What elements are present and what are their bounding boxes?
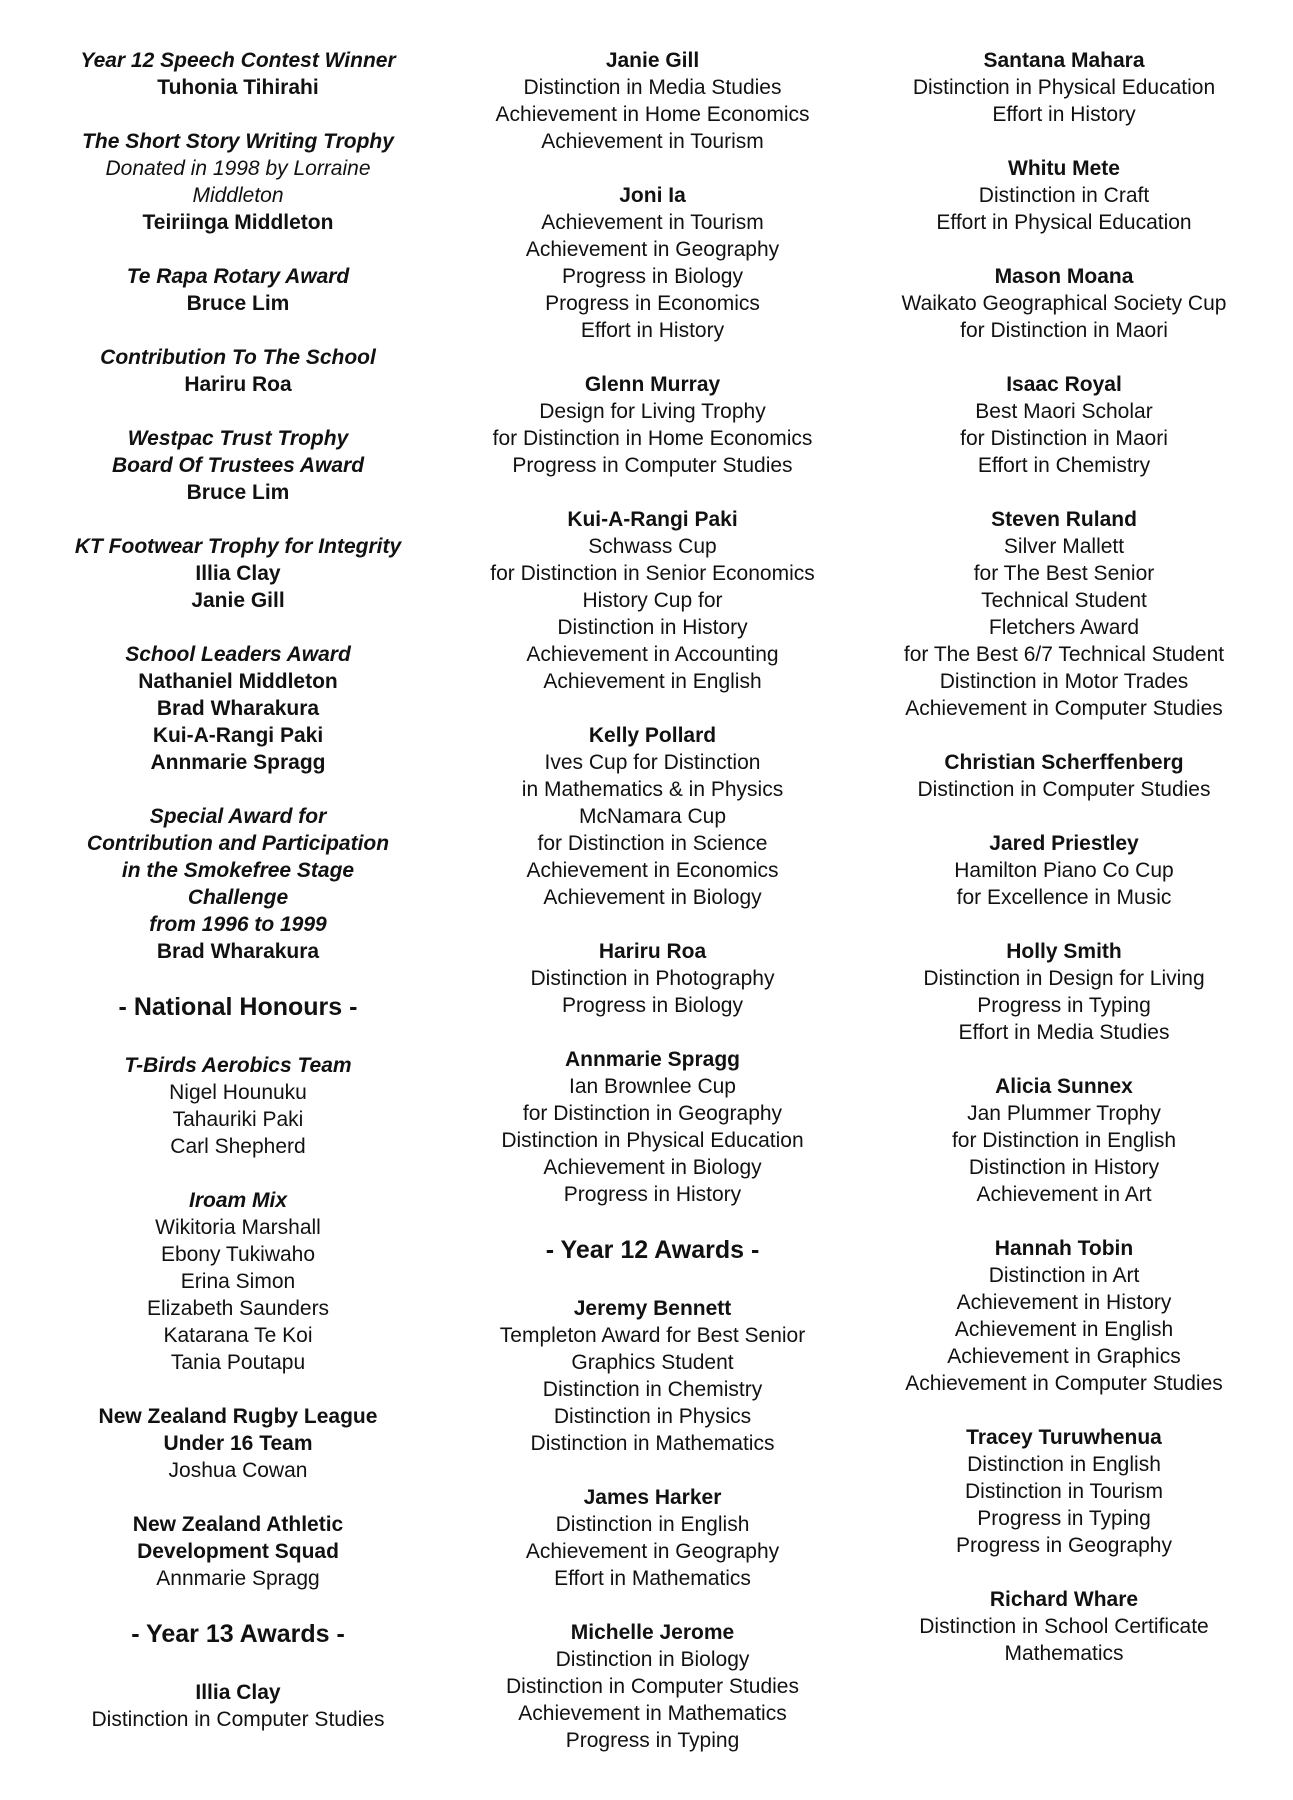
award-line: Progress in Biology [562, 265, 743, 288]
award-line: Distinction in History [557, 616, 748, 639]
award-line: Achievement in Computer Studies [905, 697, 1223, 720]
award-line: Nigel Hounuku [169, 1081, 307, 1104]
award-line: Effort in Chemistry [977, 454, 1151, 477]
recipient-name: Mason Moana [994, 265, 1134, 288]
award-entry [870, 155, 1258, 236]
award-entry [455, 506, 850, 695]
award-line: for Distinction in Maori [960, 427, 1168, 450]
award-line: Distinction in Design for Living [923, 967, 1205, 990]
award-entry [870, 830, 1258, 911]
award-line: Achievement in Tourism [541, 211, 764, 234]
recipient-name: Jeremy Bennett [573, 1297, 732, 1320]
award-entry [870, 938, 1258, 1046]
award-title: Board Of Trustees Award [111, 454, 365, 477]
award-line: Progress in Biology [562, 994, 743, 1017]
award-line: Distinction in Computer Studies [91, 1708, 385, 1731]
recipient-name: Brad Wharakura [156, 940, 320, 963]
award-entry [48, 425, 428, 506]
award-line: for Distinction in Senior Economics [490, 562, 815, 585]
recipient-name: Kelly Pollard [588, 724, 717, 747]
award-line: Distinction in Computer Studies [917, 778, 1211, 801]
award-entry [48, 1052, 428, 1160]
award-line: for Distinction in Science [537, 832, 768, 855]
award-line: for Distinction in Geography [522, 1102, 783, 1125]
award-title: Westpac Trust Trophy [127, 427, 349, 450]
award-line: Wikitoria Marshall [155, 1216, 321, 1239]
award-entry [870, 1235, 1258, 1397]
award-title: Special Award for [149, 805, 327, 828]
award-line: Elizabeth Saunders [146, 1297, 330, 1320]
award-line: Achievement in English [543, 670, 762, 693]
award-entry [870, 1586, 1258, 1667]
section-heading: - National Honours - [118, 993, 358, 1021]
award-line: Tania Poutapu [170, 1351, 306, 1374]
award-title: Challenge [187, 886, 289, 909]
recipient-name: Kui-A-Rangi Paki [152, 724, 324, 747]
recipient-name: Nathaniel Middleton [138, 670, 338, 693]
award-title: in the Smokefree Stage [121, 859, 355, 882]
award-entry [455, 1295, 850, 1457]
award-entry [455, 722, 850, 911]
award-title: from 1996 to 1999 [149, 913, 327, 936]
award-line: Achievement in Home Economics [495, 103, 810, 126]
section-heading: - Year 12 Awards - [545, 1236, 760, 1264]
award-line: Technical Student [981, 589, 1147, 612]
award-line: Progress in Computer Studies [512, 454, 793, 477]
award-line: Achievement in Accounting [526, 643, 779, 666]
awards-column-2 [455, 47, 850, 1781]
recipient-name: Jared Priestley [989, 832, 1139, 855]
award-line: in Mathematics & in Physics [521, 778, 784, 801]
award-line: Achievement in History [956, 1291, 1172, 1314]
award-line: Erina Simon [180, 1270, 296, 1293]
award-line: Distinction in Tourism [964, 1480, 1163, 1503]
awards-column-3 [870, 47, 1258, 1694]
recipient-name: Joni Ia [619, 184, 686, 207]
award-line: Achievement in Geography [525, 1540, 780, 1563]
award-line: Graphics Student [571, 1351, 734, 1374]
award-line: Joshua Cowan [168, 1459, 308, 1482]
award-line: Achievement in Computer Studies [905, 1372, 1223, 1395]
award-line: Distinction in Media Studies [523, 76, 782, 99]
award-line: for The Best Senior [973, 562, 1155, 585]
award-line: Silver Mallett [1003, 535, 1125, 558]
award-entry [48, 344, 428, 398]
award-line: Donated in 1998 by Lorraine [105, 157, 371, 180]
award-title: T-Birds Aerobics Team [124, 1054, 352, 1077]
recipient-name: Illia Clay [195, 562, 281, 585]
award-title: Te Rapa Rotary Award [126, 265, 350, 288]
award-entry [48, 1403, 428, 1484]
recipient-name: Whitu Mete [1008, 157, 1120, 180]
award-line: Achievement in Geography [525, 238, 780, 261]
award-entry [48, 641, 428, 776]
award-entry [48, 1679, 428, 1733]
recipient-name: Hannah Tobin [994, 1237, 1134, 1260]
award-line: Distinction in English [555, 1513, 750, 1536]
award-line: Achievement in Tourism [541, 130, 764, 153]
recipient-name: Janie Gill [605, 49, 700, 72]
award-line: for Excellence in Music [956, 886, 1172, 909]
recipient-name: Santana Mahara [983, 49, 1145, 72]
award-title: The Short Story Writing Trophy [82, 130, 394, 153]
award-line: Distinction in Physical Education [912, 76, 1216, 99]
award-line: Distinction in Computer Studies [506, 1675, 799, 1698]
award-line: Achievement in Art [976, 1183, 1152, 1206]
award-line: Achievement in Mathematics [518, 1702, 787, 1725]
award-line: Templeton Award for Best Senior [499, 1324, 806, 1347]
award-entry [455, 1484, 850, 1592]
awards-column-1 [48, 47, 428, 1760]
award-line: Distinction in Mathematics [530, 1432, 775, 1455]
award-title: Contribution and Participation [86, 832, 390, 855]
recipient-name: Kui-A-Rangi Paki [567, 508, 738, 531]
award-entry [455, 1046, 850, 1208]
award-title: Contribution To The School [100, 346, 376, 369]
recipient-name: New Zealand Athletic [132, 1513, 344, 1536]
award-entry [48, 803, 428, 965]
award-line: Distinction in Photography [530, 967, 775, 990]
award-line: Distinction in Biology [555, 1648, 750, 1671]
recipient-name: Bruce Lim [186, 481, 290, 504]
award-line: Progress in History [563, 1183, 742, 1206]
award-line: Achievement in Graphics [947, 1345, 1181, 1368]
award-entry [48, 1187, 428, 1376]
award-line: Katarana Te Koi [163, 1324, 313, 1347]
award-entry [48, 47, 428, 101]
recipient-name: Teiriinga Middleton [142, 211, 334, 234]
recipient-name: Annmarie Spragg [564, 1048, 741, 1071]
award-line: Achievement in Economics [526, 859, 779, 882]
recipient-name: Isaac Royal [1006, 373, 1122, 396]
award-line: Hamilton Piano Co Cup [954, 859, 1174, 882]
award-entry [455, 182, 850, 344]
award-entry [870, 749, 1258, 803]
award-line: Distinction in Physical Education [501, 1129, 804, 1152]
award-line: Progress in Typing [977, 1507, 1151, 1530]
recipient-name: Tracey Turuwhenua [966, 1426, 1162, 1449]
award-line: Distinction in School Certificate [919, 1615, 1209, 1638]
award-line: Tahauriki Paki [172, 1108, 304, 1131]
award-line: Effort in Mathematics [554, 1567, 751, 1590]
award-entry [455, 1619, 850, 1754]
recipient-name: Michelle Jerome [570, 1621, 735, 1644]
recipient-name: Hariru Roa [184, 373, 292, 396]
award-entry [870, 506, 1258, 722]
recipient-name: Alicia Sunnex [995, 1075, 1133, 1098]
award-line: Distinction in English [967, 1453, 1161, 1476]
award-line: Ian Brownlee Cup [569, 1075, 736, 1098]
recipient-name: Holly Smith [1006, 940, 1122, 963]
award-entry [455, 47, 850, 155]
recipient-name: Janie Gill [191, 589, 285, 612]
award-line: Progress in Typing [977, 994, 1151, 1017]
award-line: Distinction in Craft [978, 184, 1150, 207]
award-line: for Distinction in Maori [960, 319, 1168, 342]
award-line: Distinction in Chemistry [542, 1378, 763, 1401]
recipient-name: Hariru Roa [598, 940, 707, 963]
award-title: KT Footwear Trophy for Integrity [74, 535, 402, 558]
award-entry [870, 1073, 1258, 1208]
award-line: Middleton [192, 184, 284, 207]
award-entry [870, 263, 1258, 344]
award-entry [870, 1424, 1258, 1559]
recipient-name: Development Squad [137, 1540, 339, 1563]
award-line: Distinction in Motor Trades [939, 670, 1189, 693]
award-entry [455, 938, 850, 1019]
section-heading: - Year 13 Awards - [131, 1620, 345, 1648]
recipient-name: Glenn Murray [584, 373, 721, 396]
award-entry [48, 1511, 428, 1592]
award-line: Waikato Geographical Society Cup [901, 292, 1227, 315]
award-line: for Distinction in English [951, 1129, 1177, 1152]
award-entry [455, 371, 850, 479]
recipient-name: Brad Wharakura [156, 697, 320, 720]
award-line: for Distinction in Home Economics [492, 427, 813, 450]
award-entry [870, 47, 1258, 128]
award-line: Ebony Tukiwaho [160, 1243, 316, 1266]
award-line: Effort in Media Studies [958, 1021, 1170, 1044]
award-line: Carl Shepherd [170, 1135, 306, 1158]
award-line: Jan Plummer Trophy [967, 1102, 1161, 1125]
award-line: Progress in Geography [956, 1534, 1172, 1557]
award-line: Distinction in Art [988, 1264, 1140, 1287]
award-entry [870, 371, 1258, 479]
award-line: Progress in Economics [545, 292, 760, 315]
recipient-name: Richard Whare [989, 1588, 1139, 1611]
award-entry [48, 128, 428, 236]
award-line: McNamara Cup [578, 805, 727, 828]
award-line: Distinction in Physics [553, 1405, 752, 1428]
award-line: Mathematics [1004, 1642, 1124, 1665]
award-line: Effort in History [992, 103, 1136, 126]
recipient-name: Bruce Lim [186, 292, 290, 315]
award-line: Ives Cup for Distinction [544, 751, 761, 774]
recipient-name: James Harker [583, 1486, 722, 1509]
award-entry [48, 533, 428, 614]
recipient-name: Steven Ruland [991, 508, 1137, 531]
recipient-name: Tuhonia Tihirahi [157, 76, 319, 99]
award-line: History Cup for [582, 589, 723, 612]
award-line: Achievement in Biology [543, 886, 762, 909]
award-line: Annmarie Spragg [156, 1567, 320, 1590]
award-line: Achievement in English [954, 1318, 1174, 1341]
award-line: Achievement in Biology [543, 1156, 762, 1179]
award-title: Year 12 Speech Contest Winner [80, 49, 396, 72]
award-line: Distinction in History [968, 1156, 1160, 1179]
award-entry [48, 263, 428, 317]
award-title: Iroam Mix [188, 1189, 288, 1212]
award-line: Effort in History [580, 319, 725, 342]
award-line: Effort in Physical Education [936, 211, 1192, 234]
recipient-name: Illia Clay [195, 1681, 281, 1704]
award-line: for The Best 6/7 Technical Student [903, 643, 1225, 666]
award-title: School Leaders Award [125, 643, 351, 666]
recipient-name: New Zealand Rugby League [98, 1405, 378, 1428]
recipient-name: Annmarie Spragg [150, 751, 326, 774]
award-line: Best Maori Scholar [975, 400, 1153, 423]
recipient-name: Under 16 Team [163, 1432, 313, 1455]
recipient-name: Christian Scherffenberg [944, 751, 1184, 774]
award-line: Schwass Cup [588, 535, 717, 558]
award-line: Progress in Typing [565, 1729, 740, 1752]
award-line: Design for Living Trophy [539, 400, 766, 423]
award-line: Fletchers Award [988, 616, 1140, 639]
